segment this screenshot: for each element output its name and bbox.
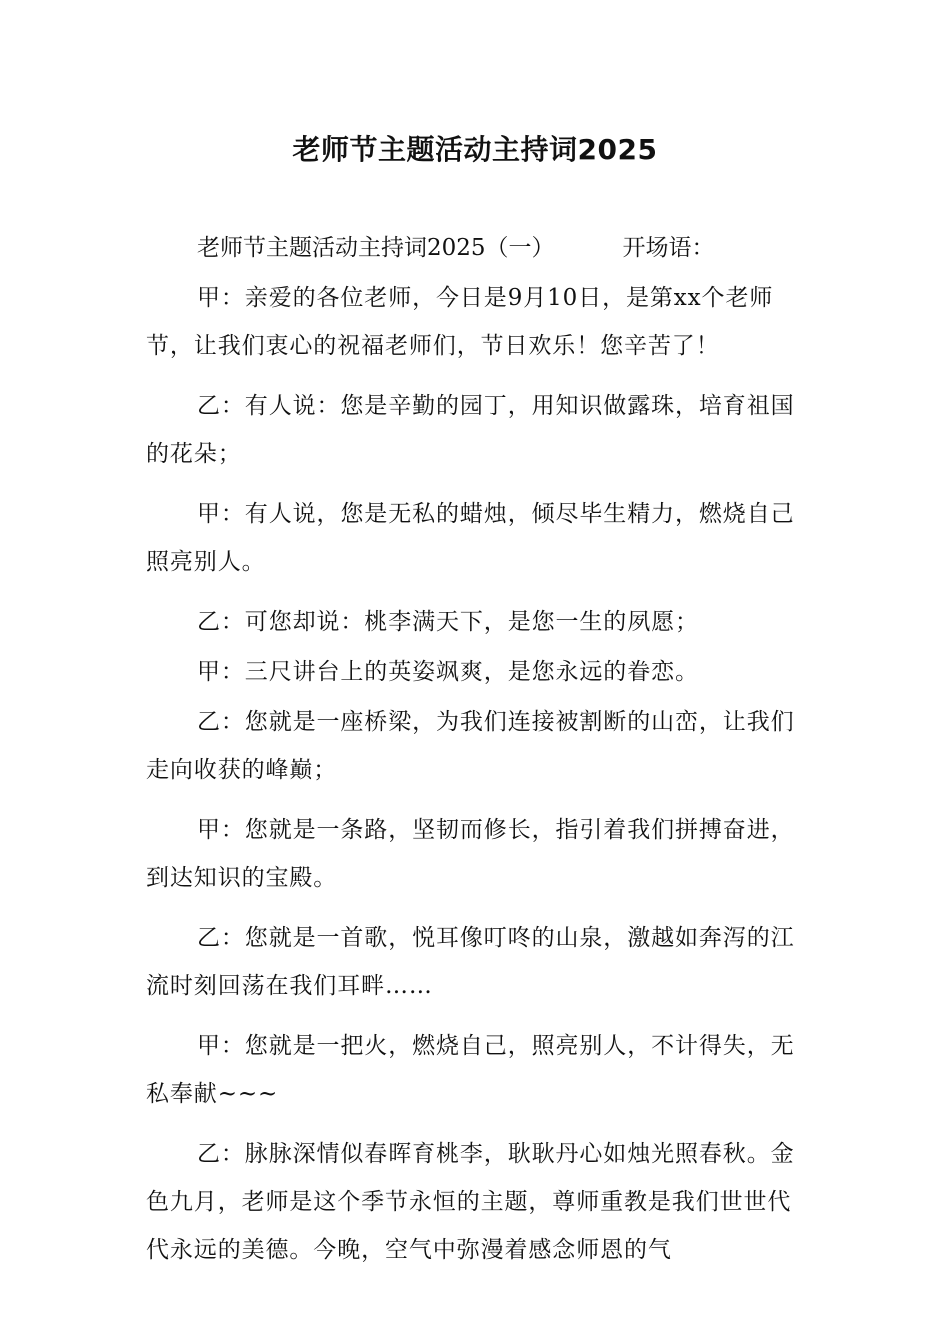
paragraph: 甲：有人说，您是无私的蜡烛，倾尽毕生精力，燃烧自己照亮别人。 (146, 501, 795, 575)
paragraph: 乙：您就是一座桥梁，为我们连接被割断的山峦，让我们走向收获的峰巅； (146, 709, 795, 783)
subtitle-line (146, 224, 811, 272)
paragraph: 甲：亲爱的各位老师，今日是9月10日，是第xx个老师节，让我们衷心的祝福老师们，节日欢乐！您辛苦了！ (146, 285, 774, 359)
opening-label: 开场语： (622, 235, 715, 261)
document-subtitle: 老师节主题活动主持词2025（一） (197, 235, 555, 261)
paragraph: 乙：您就是一首歌，悦耳像叮咚的山泉，激越如奔泻的江流时刻回荡在我们耳畔…… (146, 925, 795, 999)
paragraph: 乙：可您却说：桃李满天下，是您一生的夙愿； (197, 609, 699, 635)
document-body (146, 224, 811, 1286)
paragraph: 甲：三尺讲台上的英姿飒爽，是您永远的眷恋。 (197, 659, 699, 685)
document-title: 老师节主题活动主持词2025 (292, 133, 658, 166)
paragraph: 乙：脉脉深情似春晖育桃李，耿耿丹心如烛光照春秋。金色九月，老师是这个季节永恒的主题，尊师重教是我们世世代代永远的美德。今晚，空气中弥漫着感念师恩的气 (146, 1141, 795, 1263)
paragraph: 甲：您就是一把火，燃烧自己，照亮别人，不计得失，无私奉献~~~ (146, 1033, 795, 1107)
paragraph: 甲：您就是一条路，坚韧而修长，指引着我们拼搏奋进，到达知识的宝殿。 (146, 817, 795, 891)
paragraph: 乙：有人说：您是辛勤的园丁，用知识做露珠，培育祖国的花朵； (146, 393, 795, 467)
